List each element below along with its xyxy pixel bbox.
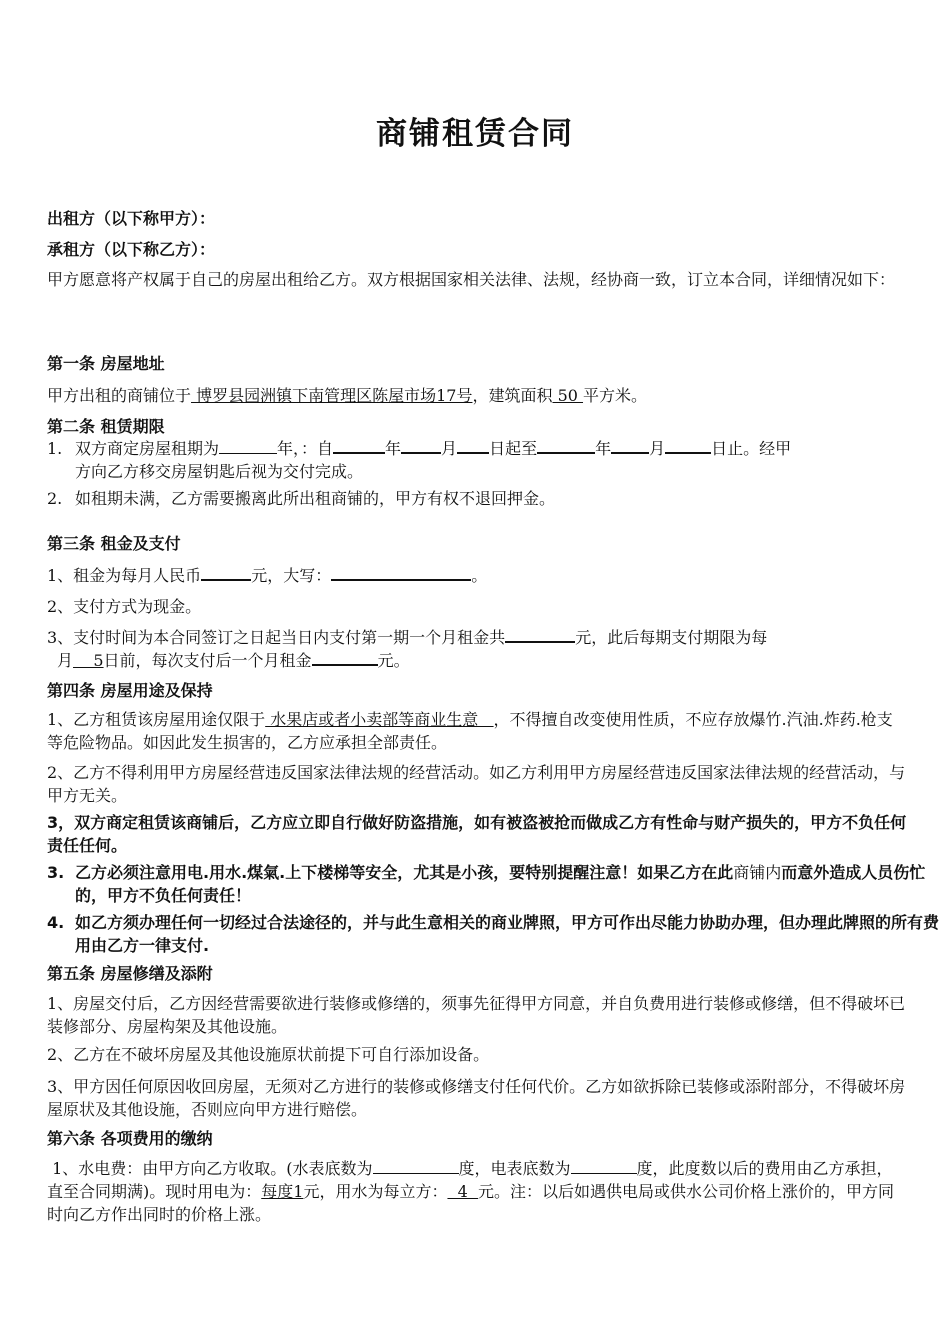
utilities-text: 1、水电费：由甲方向乙方收取。(水表底数为	[47, 1159, 373, 1178]
article-2-heading: 第二条 租赁期限	[47, 417, 165, 436]
usage-restriction-text: ，不得擅自改变使用性质，不应存放爆竹.汽油.炸药.枪支等危险物品。如因此发生损害的，乙方应承担全部责任。	[47, 710, 893, 752]
month-label: 月	[441, 439, 458, 458]
from-text: 年，：自	[277, 439, 334, 458]
payment-period-text: 元，此后每期支付期限为每	[575, 628, 768, 647]
article-6-item-1	[47, 1157, 907, 1226]
rent-words-blank	[331, 564, 471, 581]
article-3-item-1	[47, 564, 907, 587]
payment-day-text: 日前，每次支付后一个月租金	[103, 651, 312, 670]
years-blank	[219, 438, 277, 454]
electric-meter-text: 度，电表底数为	[458, 1159, 571, 1178]
article-1-text	[47, 384, 907, 407]
yuan-label: 元。	[377, 651, 410, 670]
end-year-blank	[537, 437, 595, 454]
shop-char: 商	[733, 863, 750, 882]
shop-address: 博罗县园洲镇下南管理区陈屋市场17号	[191, 386, 473, 405]
article-1-prefix: 甲方出租的商铺位于	[47, 386, 192, 405]
item-number: 1.	[47, 439, 63, 458]
article-3-item-2: 2、支付方式为现金。	[47, 597, 202, 616]
start-year-blank	[333, 437, 385, 454]
lessor-line: 出租方（以下称甲方）：	[47, 209, 216, 228]
end-day-blank	[665, 437, 711, 454]
start-month-blank	[401, 437, 441, 454]
water-price-text: 元，用水为每立方：	[303, 1182, 448, 1201]
item-number: 2.	[47, 489, 63, 508]
article-6-heading: 第六条 各项费用的缴纳	[47, 1129, 213, 1148]
article-5-item-1: 1、房屋交付后，乙方因经营需要欲进行装修或修缮的，须事先征得甲方同意，并自负费用进行装修或修缮，但不得破坏已装修部分、房屋构架及其他设施。	[47, 994, 906, 1036]
article-5-item-2: 2、乙方在不破坏房屋及其他设施原状前提下可自行添加设备。	[47, 1045, 490, 1064]
period-mark: 。	[471, 566, 488, 585]
article-4-heading: 第四条 房屋用途及保持	[47, 681, 213, 700]
document-title: 商铺租赁合同	[376, 116, 574, 152]
article-4-item-3: 3，双方商定租赁该商铺后，乙方应立即自行做好防盗措施，如有被盗被抢而做成乙方有性命与财产损失的，甲方不负任何责任任何。	[47, 813, 907, 855]
electric-meter-blank	[571, 1158, 637, 1174]
year-label: 年	[595, 439, 612, 458]
until-text: 日起至	[489, 439, 538, 458]
license-text: 如乙方须办理任何一切经过合法途径的，并与此生意相关的商业牌照，甲方可作出尽能力协助办理，	[75, 913, 780, 932]
water-meter-blank	[373, 1158, 459, 1174]
monthly-rent-blank	[312, 649, 378, 666]
shop-inside-text: 铺内	[749, 863, 782, 882]
item-number: 4.	[47, 913, 65, 932]
lessee-line: 承租方（以下称乙方）：	[47, 240, 216, 259]
article-3-item-3	[47, 626, 907, 672]
electricity-price: 每度1	[261, 1182, 304, 1201]
license-fee-text: 但办理此牌照的所有费用由乙方一律支付.	[75, 913, 940, 955]
article-4-item-2: 2、乙方不得利用甲方房屋经营违反国家法律法规的经营活动。如乙方利用甲方房屋经营违反国家法律法规的经营活动，与甲方无关。	[47, 763, 906, 805]
article-3-heading: 第三条 租金及支付	[47, 534, 181, 553]
payment-time-text: 3、支付时间为本合同签订之日起当日内支付第一期一个月租金共	[47, 628, 506, 647]
article-5-heading: 第五条 房屋修缮及添附	[47, 964, 213, 983]
article-2-item-1	[47, 437, 907, 483]
utilities-cost-text: 度，此度数以后的费用由乙方承担，直至合同期满)。现时用电为：	[47, 1159, 893, 1201]
first-payment-blank	[505, 626, 575, 643]
shop-usage: 水果店或者小卖部等商业生意	[265, 710, 494, 729]
rent-amount-blank	[201, 564, 251, 581]
rent-text: 1、租金为每月人民币	[47, 566, 202, 585]
rent-words-label: 元，大写：	[251, 566, 332, 585]
payment-day: 5	[73, 651, 104, 670]
year-label: 年	[385, 439, 402, 458]
intro-paragraph: 甲方愿意将产权属于自己的房屋出租给乙方。双方根据国家相关法律、法规，经协商一致，订立本合同，详细情况如下：	[47, 270, 896, 289]
start-day-blank	[457, 437, 489, 454]
end-text: 日止。经甲	[711, 439, 792, 458]
article-4-item-4	[47, 861, 935, 907]
end-month-blank	[611, 437, 649, 454]
article-1-mid: ，建筑面积	[472, 386, 553, 405]
article-2-item-1-line-2: 方向乙方移交房屋钥匙后视为交付完成。	[75, 462, 364, 481]
price-increase-text: 元。注：以后如遇供电局或供水公司价格上涨价的，甲方同时向乙方作出同时的价格上涨。	[47, 1182, 894, 1224]
article-1-heading: 第一条 房屋地址	[47, 354, 165, 373]
article-2-item-2	[47, 487, 907, 510]
floor-area: 50	[552, 386, 584, 405]
article-4-item-5	[47, 911, 945, 957]
item-number: 3.	[47, 863, 65, 882]
safety-text: 乙方必须注意用电.用水.煤氣.上下楼梯等安全，尤其是小孩，要特别提醒注意！如果乙方在此	[75, 863, 734, 882]
article-1-suffix: 平方米。	[583, 386, 648, 405]
article-5-item-3: 3、甲方因任何原因收回房屋，无须对乙方进行的装修或修缮支付任何代价。乙方如欲拆除已装修或添附部分，不得破坏房屋原状及其他设施，否则应向甲方进行赔偿。	[47, 1077, 906, 1119]
water-price: 4	[447, 1182, 478, 1201]
safety-liability-text: 而意外造成人员伤忙的，甲方不负任何责任！	[75, 863, 926, 905]
lease-term-text: 双方商定房屋租期为	[75, 439, 220, 458]
month-label: 月	[57, 651, 74, 670]
month-label: 月	[649, 439, 666, 458]
usage-text: 1、乙方租赁该房屋用途仅限于	[47, 710, 266, 729]
article-2-item-2-text: 如租期未满，乙方需要搬离此所出租商铺的，甲方有权不退回押金。	[75, 489, 556, 508]
article-4-item-1	[47, 708, 907, 754]
